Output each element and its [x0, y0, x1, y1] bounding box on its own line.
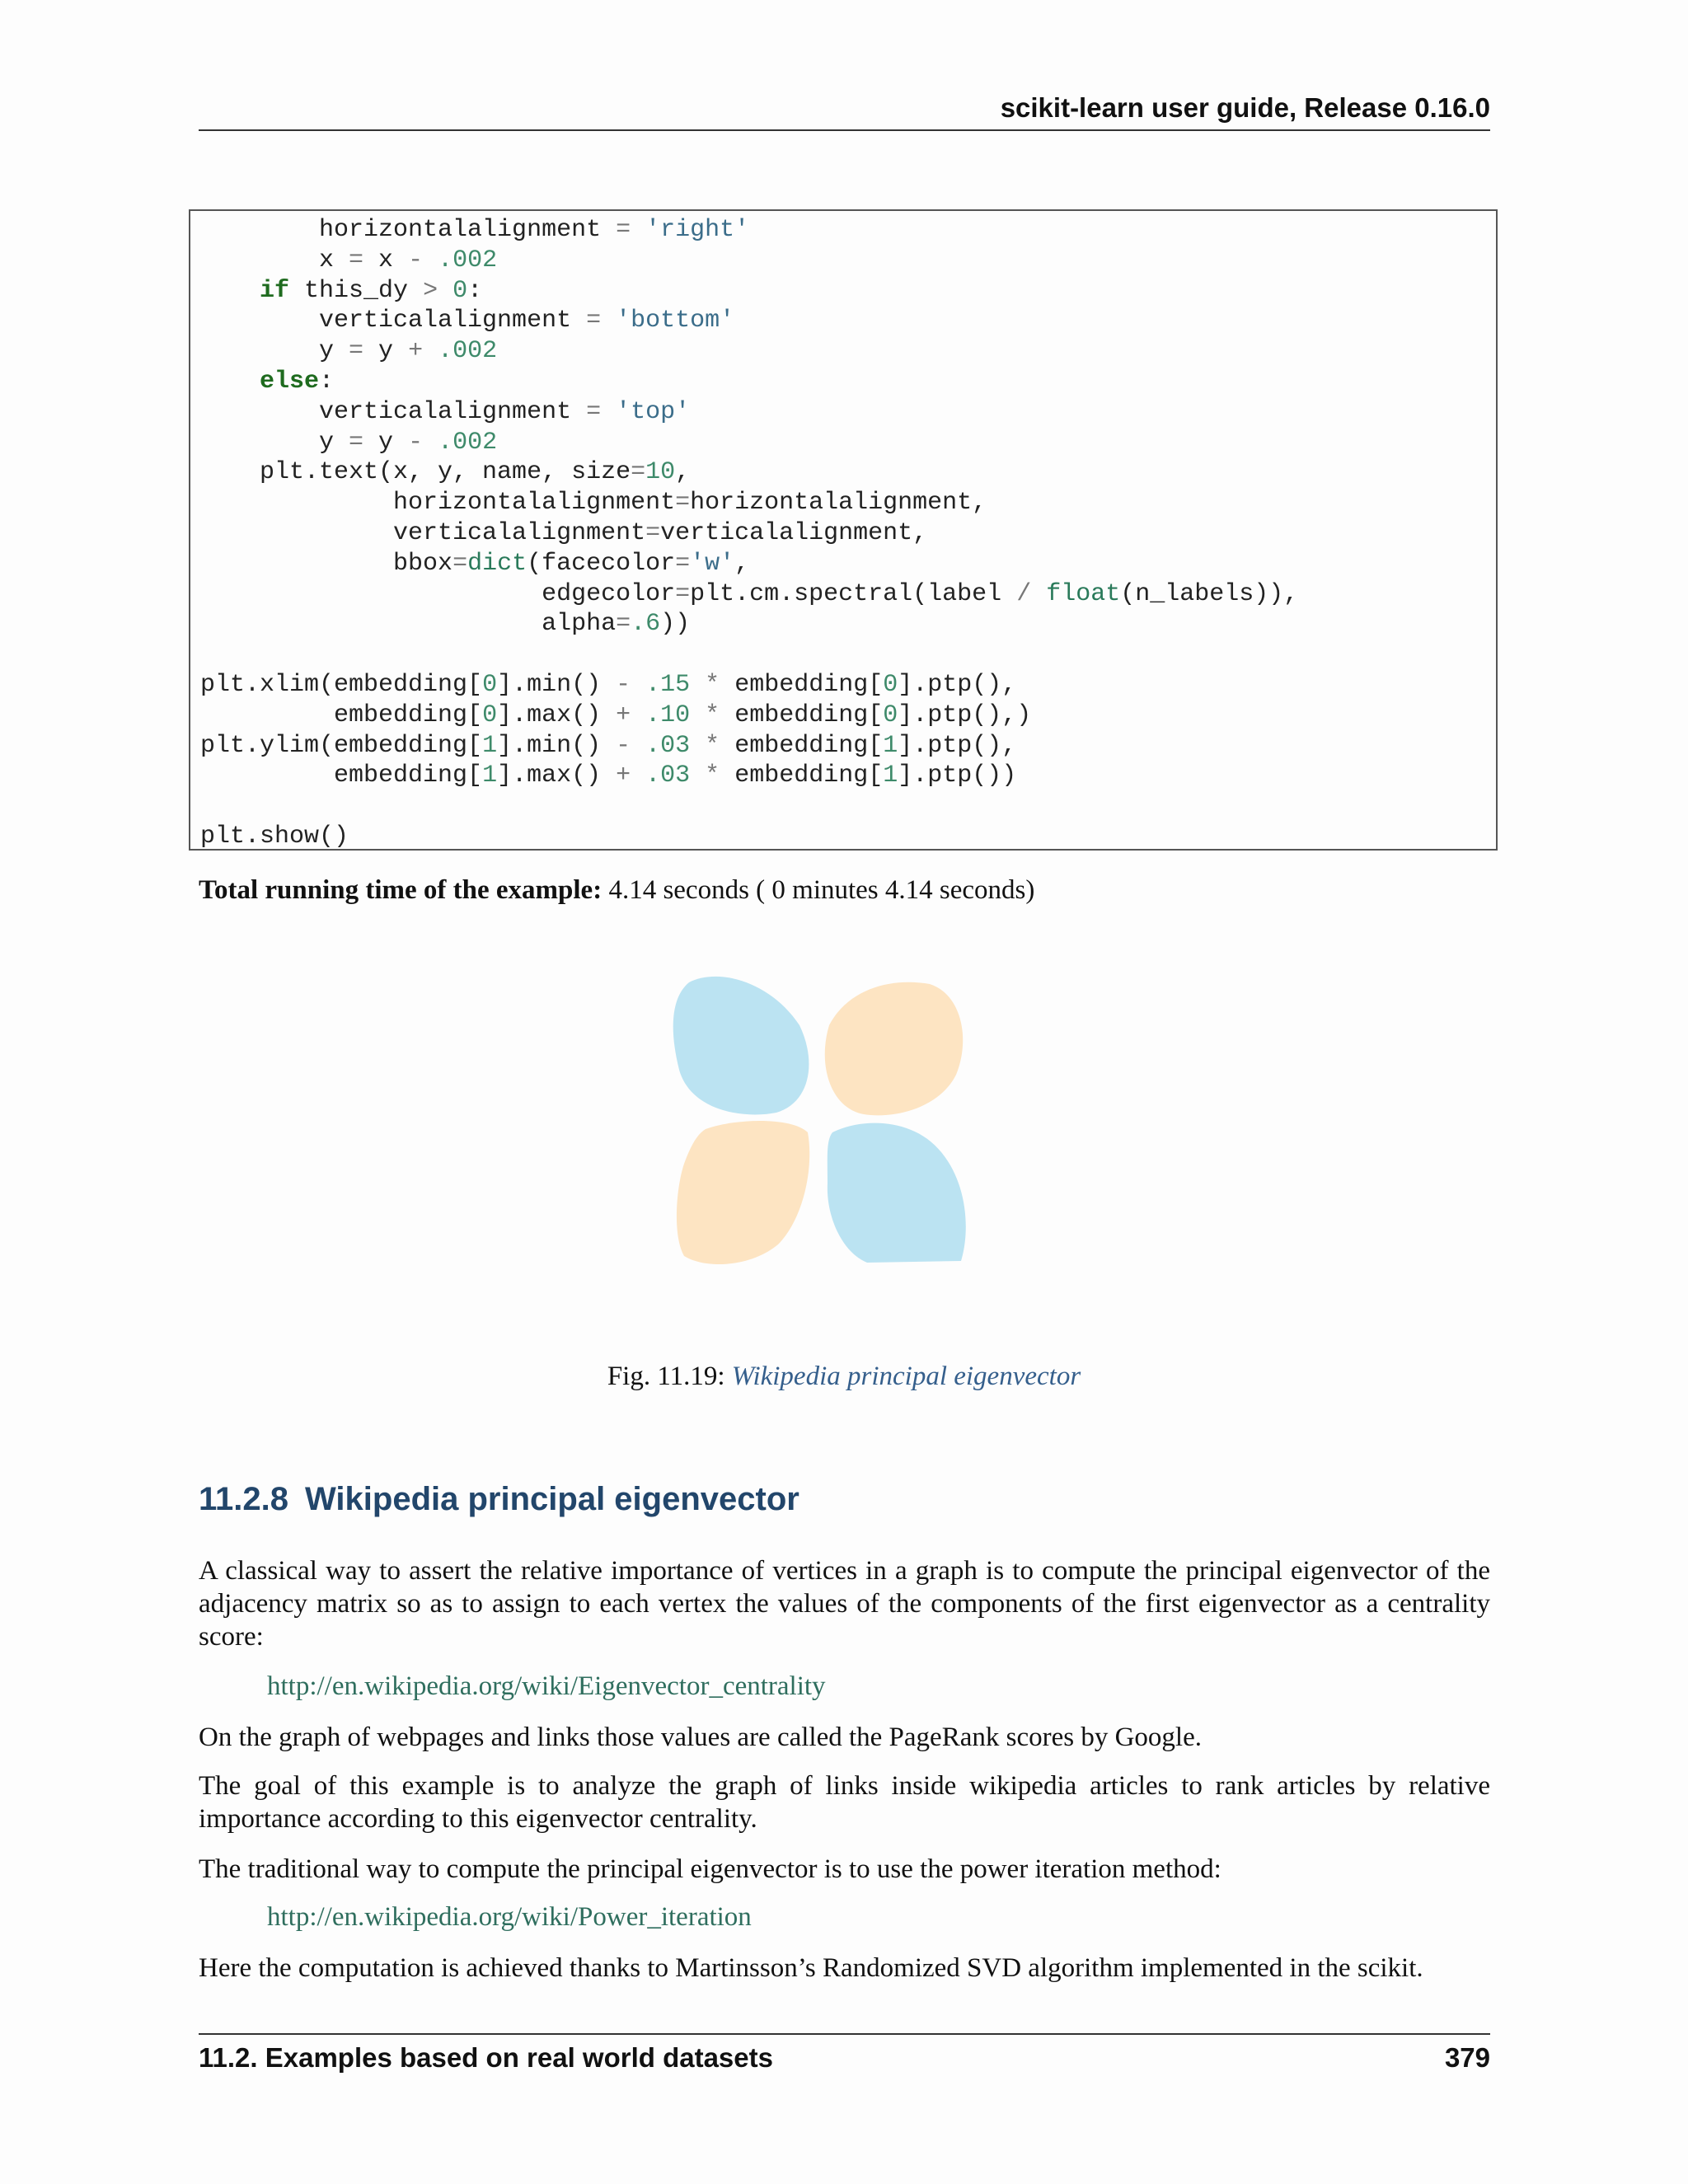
goal-paragraph: The goal of this example is to analyze the graph of links inside wikipedia articles to rank articles by relative importance according to this eigenvector centrality.	[199, 1771, 1490, 1834]
caption-link[interactable]: Wikipedia principal eigenvector	[731, 1361, 1081, 1391]
section-title: Wikipedia principal eigenvector	[305, 1481, 799, 1517]
running-time	[199, 875, 1034, 906]
figure-caption	[0, 1361, 1688, 1392]
eigenvector-centrality-link[interactable]: http://en.wikipedia.org/wiki/Eigenvector_centrality	[267, 1671, 826, 1701]
pagerank-paragraph: On the graph of webpages and links those values are called the PageRank scores by Google.	[199, 1722, 1202, 1752]
intro-paragraph: A classical way to assert the relative importance of vertices in a graph is to compute the principal eigenvector of the adjacency matrix so as to assign to each vertex the values of the components of the first eigenvector as a centrality score:	[199, 1556, 1490, 1652]
section-heading	[199, 1481, 799, 1518]
blob-top-left	[673, 977, 809, 1115]
power-iteration-paragraph: The traditional way to compute the principal eigenvector is to use the power iteration method:	[199, 1854, 1221, 1884]
running-header: scikit-learn user guide, Release 0.16.0	[1000, 92, 1490, 123]
running-time-value: 4.14 seconds ( 0 minutes 4.14 seconds)	[608, 875, 1035, 905]
power-iteration-link[interactable]: http://en.wikipedia.org/wiki/Power_iteration	[267, 1902, 752, 1932]
blob-top-right	[825, 982, 963, 1116]
running-time-label: Total running time of the example:	[199, 875, 603, 905]
footer-section: 11.2. Examples based on real world datasets	[199, 2042, 773, 2073]
section-number: 11.2.8	[199, 1481, 289, 1517]
svd-paragraph: Here the computation is achieved thanks to Martinsson’s Randomized SVD algorithm implemented in the scikit.	[199, 1953, 1423, 1983]
caption-prefix: Fig. 11.19:	[607, 1361, 732, 1391]
blob-bottom-right	[828, 1123, 966, 1263]
code-block	[189, 209, 1498, 851]
footer-rule	[199, 2033, 1490, 2035]
code-listing: horizontalalignment = 'right' x = x - .002 if this_dy > 0: verticalalignment = 'bottom' y = y + .002 else: verticalalignment = 'top' y = y - .002 plt.text(x, y, name, size=10, horizontalalignment=horizontalalignment, verticalalignment=verticalalignment, bbox=dict(facecolor='w', edgecolor=plt.cm.spectral(label / float(n_labels)), alpha=.6)) plt.xlim(embedding[0].min() - .15 * embedding[0].ptp(), embedding[0].max() + .10 * embedding[0].ptp(),) plt.ylim(embedding[1].min() - .03 * embedding[1].ptp(), embedding[1].max() + .03 * embedding[1].ptp()) plt.show()	[200, 216, 1299, 851]
blob-bottom-left	[677, 1121, 809, 1264]
page-number: 379	[1444, 2042, 1490, 2073]
header-rule	[199, 129, 1490, 131]
eigenvector-figure	[673, 972, 969, 1269]
